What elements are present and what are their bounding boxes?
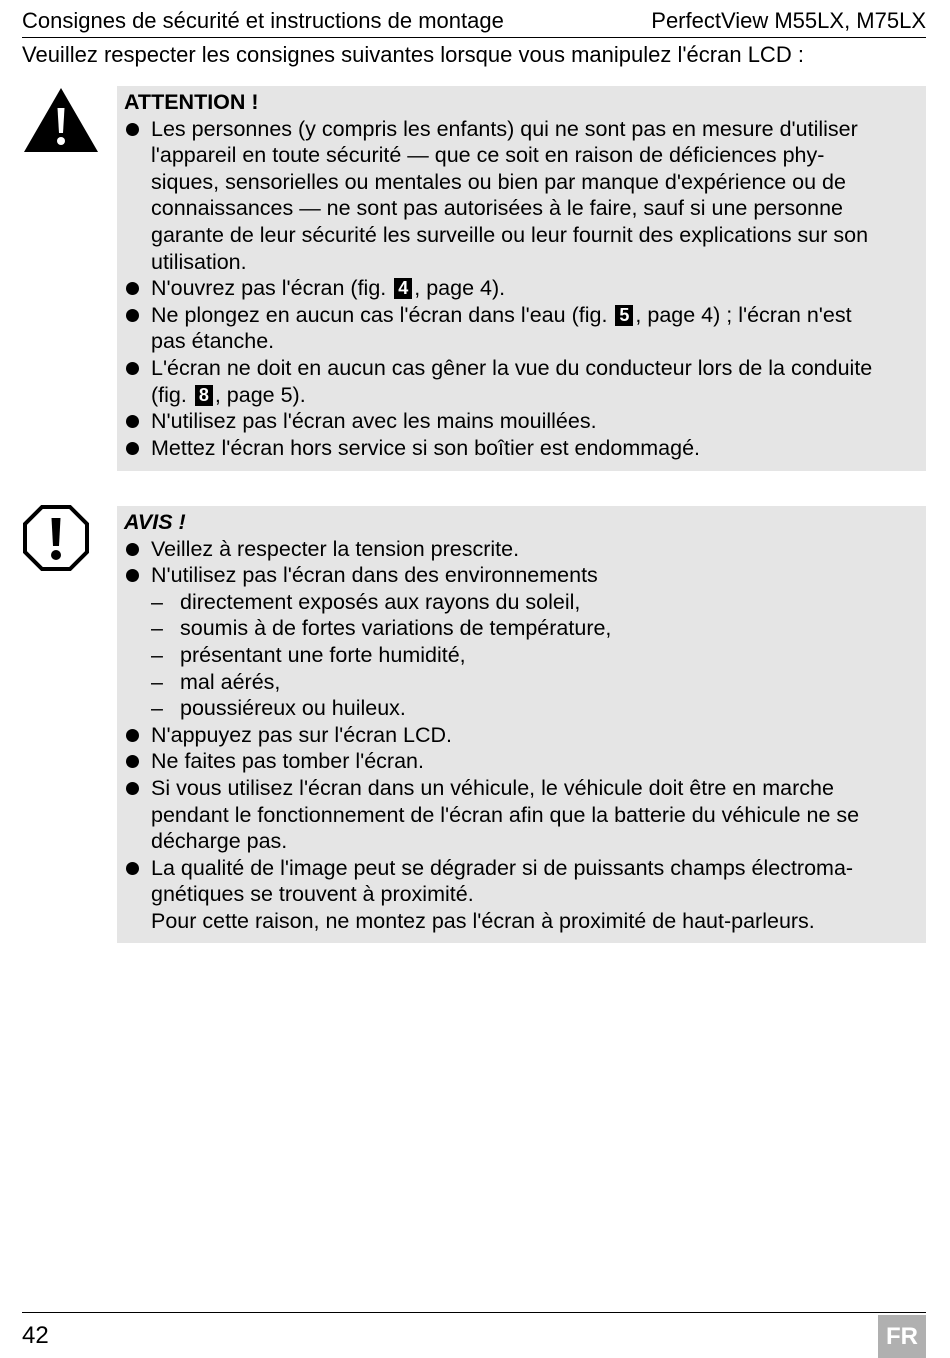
sub-list-item: – poussiéreux ou huileux. [151,696,406,721]
notice-octagon-icon [22,504,90,572]
bullet-icon [126,755,139,768]
footer-divider [22,1312,926,1313]
list-item: Ne plongez en aucun cas l'écran dans l'eau (fig. 5 , page 4) ; l'écran n'est pas étanche. [124,302,916,355]
bullet-icon [126,543,139,556]
list-item: Veillez à respecter la tension prescrite. [124,536,916,563]
list-item: N'utilisez pas l'écran avec les mains mouillées. [124,408,916,435]
intro-text: Veuillez respecter les consignes suivantes lorsque vous manipulez l'écran LCD : [22,42,804,67]
list-item: N'utilisez pas l'écran dans des environnements [124,562,916,589]
page-number: 42 [22,1322,49,1349]
bullet-icon [126,729,139,742]
sub-list-item: – directement exposés aux rayons du soleil, [151,589,581,614]
list-item: Ne faites pas tomber l'écran. [124,748,916,775]
list-item: Mettez l'écran hors service si son boîtier est endommagé. [124,435,916,462]
sub-list-item: – soumis à de fortes variations de température, [151,616,612,641]
figure-reference-badge: 4 [394,278,412,299]
list-item: L'écran ne doit en aucun cas gêner la vue du conducteur lors de la conduite (fig. 8 , page 5). [124,355,916,408]
header-product-name: PerfectView M55LX, M75LX [651,7,926,33]
notice-title: AVIS ! [124,510,186,534]
warning-triangle-icon [22,86,100,154]
language-badge: FR [878,1315,926,1358]
bullet-icon [126,782,139,795]
bullet-icon [126,282,139,295]
attention-box [117,86,926,471]
bullet-icon [126,862,139,875]
attention-title: ATTENTION ! [124,90,259,114]
notice-box [117,506,926,943]
sub-list-item: – présentant une forte humidité, [151,642,466,667]
list-item: La qualité de l'image peut se dégrader si de puissants champs électroma- gnétiques se trouvent à proximité. Pour cette raison, ne montez pas l'écran à proximité de haut-parleurs. [124,855,916,935]
header-section-title: Consignes de sécurité et instructions de montage [22,7,504,33]
bullet-icon [126,569,139,582]
sub-list-item: – mal aérés, [151,669,281,694]
page-header [22,4,926,38]
bullet-icon [126,442,139,455]
list-item: Si vous utilisez l'écran dans un véhicule, le véhicule doit être en marche pendant le fonctionnement de l'écran afin que la batterie du véhicule ne se décharge pas. [124,775,916,855]
figure-reference-badge: 8 [195,385,213,406]
figure-reference-badge: 5 [615,305,633,326]
list-item: Les personnes (y compris les enfants) qui ne sont pas en mesure d'utiliser l'appareil en toute sécurité — que ce soit en raison de déficiences phy- siques, sensorielles ou mentales ou bien par manque d'expérience ou de connaissances — ne sont pas autorisées à le faire, sauf si une personne garante de leur sécurité les surveille ou leur fournit des explications sur son utilisation. [124,116,916,276]
bullet-icon [126,415,139,428]
bullet-icon [126,362,139,375]
list-item: N'appuyez pas sur l'écran LCD. [124,722,916,749]
bullet-icon [126,123,139,136]
bullet-icon [126,309,139,322]
list-item: N'ouvrez pas l'écran (fig. 4 , page 4). [124,275,916,302]
